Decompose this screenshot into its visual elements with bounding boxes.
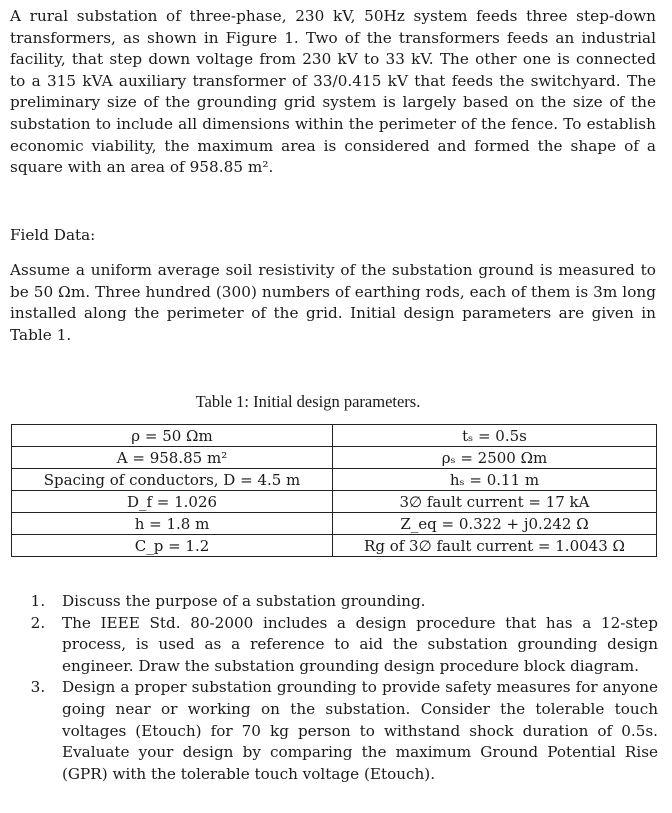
parameter-cell-left: D_f = 1.026 xyxy=(12,491,333,513)
field-data-heading: Field Data: xyxy=(10,226,96,244)
parameter-cell-right: Rg of 3∅ fault current = 1.0043 Ω xyxy=(333,535,657,557)
parameter-cell-right: Z_eq = 0.322 + j0.242 Ω xyxy=(333,513,657,535)
parameter-cell-left: h = 1.8 m xyxy=(12,513,333,535)
parameter-cell-left: Spacing of conductors, D = 4.5 m xyxy=(12,469,333,491)
design-parameters-table xyxy=(11,424,657,557)
question-item: 1. Discuss the purpose of a substation grounding. xyxy=(50,591,658,613)
table-row xyxy=(12,491,657,513)
parameter-cell-left: A = 958.85 m² xyxy=(12,447,333,469)
table-row xyxy=(12,513,657,535)
table-row xyxy=(12,469,657,491)
question-item: 2. The IEEE Std. 80-2000 includes a design procedure that has a 12-step process, is used as a reference to aid the substation grounding design engineer. Draw the substation grounding design procedure block diagram. xyxy=(50,613,658,678)
parameter-cell-left: C_p = 1.2 xyxy=(12,535,333,557)
parameter-cell-right: hₛ = 0.11 m xyxy=(333,469,657,491)
parameter-cell-right: ρₛ = 2500 Ωm xyxy=(333,447,657,469)
parameter-cell-left: ρ = 50 Ωm xyxy=(12,425,333,447)
question-item: 3. Design a proper substation grounding to provide safety measures for anyone going near or working on the substation. Consider the tolerable touch voltages (Etouch) for 70 kg person to withstand shock duration of 0.5s. Evaluate your design by comparing the maximum Ground Potential Rise (GPR) with the tolerable touch voltage (Etouch). xyxy=(50,677,658,785)
parameter-cell-right: 3∅ fault current = 17 kA xyxy=(333,491,657,513)
field-data-paragraph: Assume a uniform average soil resistivity of the substation ground is measured to be 50 Ωm. Three hundred (300) numbers of earthing rods, each of them is 3m long installed along the perimeter of the grid. Initial design parameters are given in Table 1. xyxy=(10,261,656,344)
question-list xyxy=(10,591,658,785)
parameter-cell-right: tₛ = 0.5s xyxy=(333,425,657,447)
table-row xyxy=(12,425,657,447)
table-caption: Table 1: Initial design parameters. xyxy=(195,392,421,411)
intro-paragraph: A rural substation of three-phase, 230 kV, 50Hz system feeds three step-down transformers, as shown in Figure 1. Two of the transformers feeds an industrial facility, that step down voltage from 230 kV to 33 kV. The other one is connected to a 315 kVA auxiliary transformer of 33/0.415 kV that feeds the switchyard. The preliminary size of the grounding grid system is largely based on the size of the substation to include all dimensions within the perimeter of the fence. To establish economic viability, the maximum area is considered and formed the shape of a square with an area of 958.85 m². xyxy=(10,7,656,177)
table-row xyxy=(12,447,657,469)
table-row xyxy=(12,535,657,557)
